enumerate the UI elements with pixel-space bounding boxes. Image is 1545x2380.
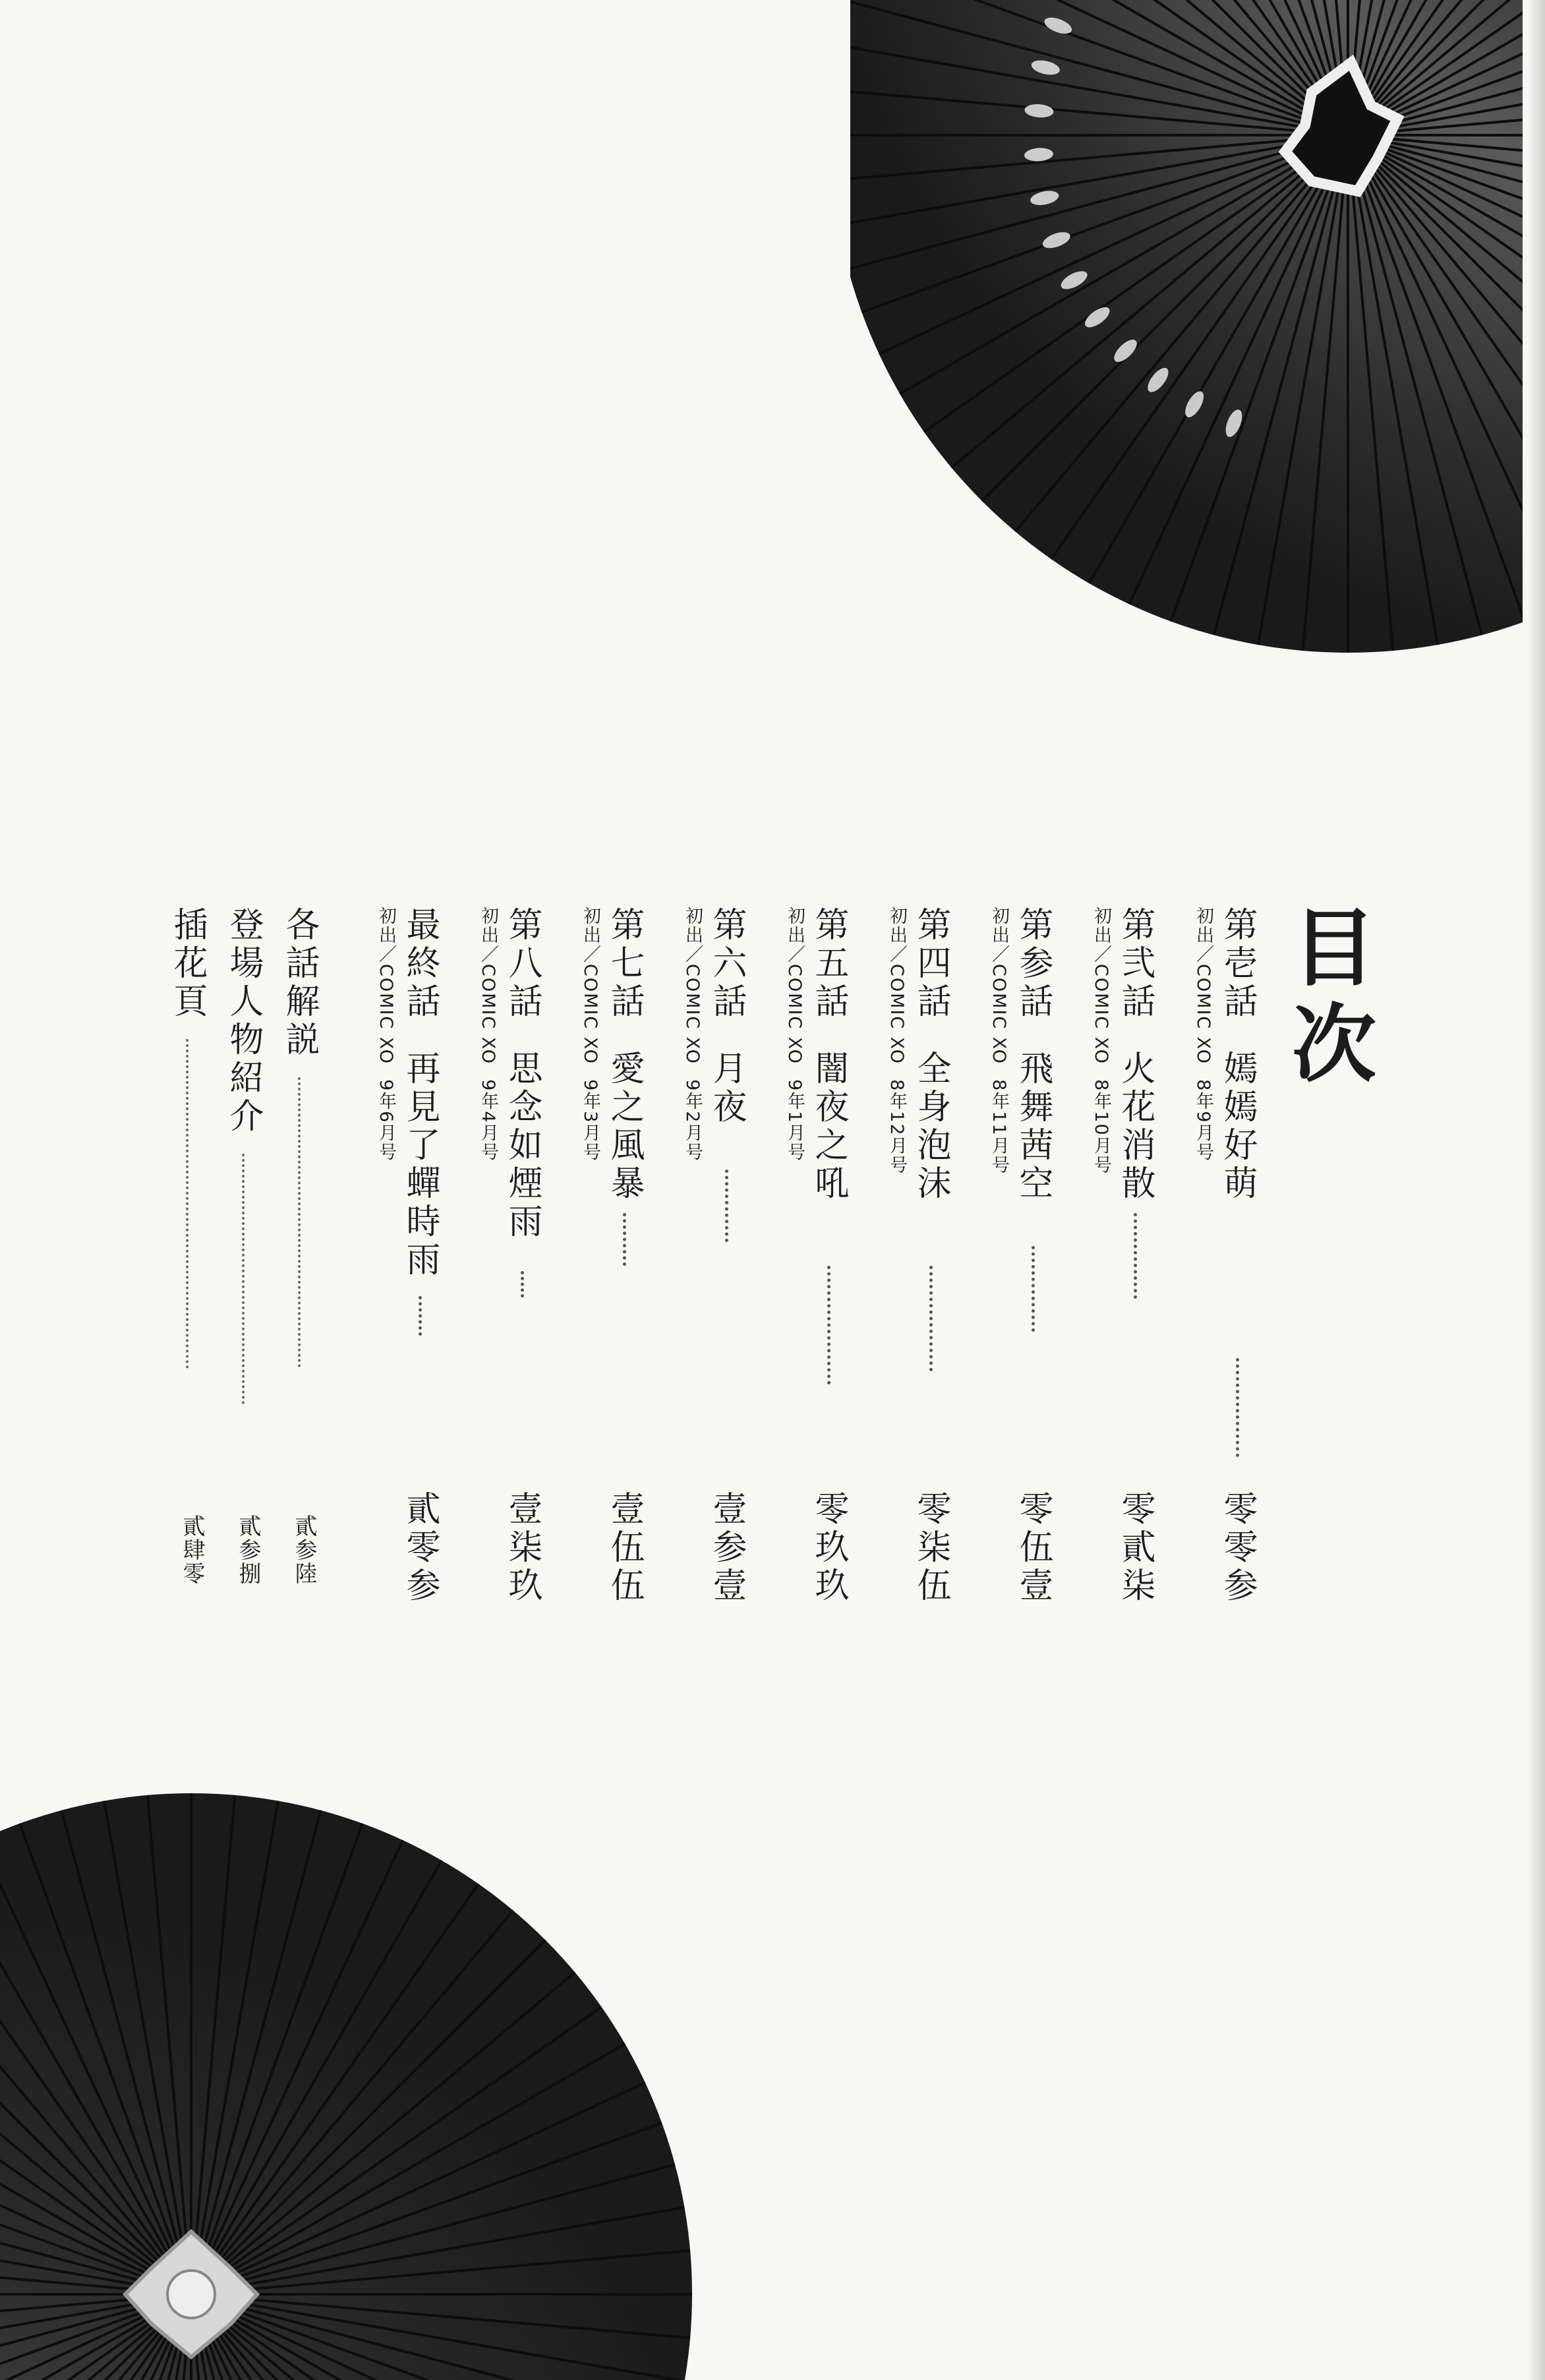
chapter-label: 第五話 [809,907,848,1021]
chapter-issue: 9年3月号 [580,1079,600,1162]
chapter-title: 火花消散 [1115,1050,1155,1203]
chapter-label: 第八話 [502,907,542,1021]
chapter-label: 第七話 [604,907,644,1021]
chapter-title: 再見了蟬時雨 [400,1050,440,1280]
chapter-issue: 8年9月号 [1193,1079,1213,1162]
chapter-page-number: 零零参 [1217,1491,1257,1605]
chapter-issue: 9年2月号 [682,1079,703,1162]
chapter-page-number: 貳零参 [400,1491,440,1605]
chapter-source: 初出／COMIC XO [989,907,1009,1065]
toc-entry-chapter-5[interactable] [755,907,854,1605]
toc-entry-chapter-2[interactable] [1061,907,1160,1605]
chapter-issue: 8年10月号 [1091,1079,1111,1175]
toc-entry-chapter-6[interactable] [653,907,751,1605]
dot-leader [298,1077,301,1367]
dot-leader [1134,1213,1137,1299]
toc-entry-chapter-8[interactable] [448,907,547,1605]
dot-leader [623,1213,626,1266]
extra-title: 插花頁 [167,907,207,1021]
chapter-page-number: 壹柒玖 [502,1491,542,1605]
dot-leader [929,1266,933,1371]
chapter-page-number: 零玖玖 [809,1491,848,1605]
chapter-page-number: 零伍壹 [1013,1491,1053,1605]
chapter-issue: 9年6月号 [376,1079,396,1162]
chapter-source: 初出／COMIC XO [682,907,703,1065]
chapter-page-number: 壹参壹 [707,1491,746,1605]
dot-leader [186,1039,189,1369]
chapter-title: 愛之風暴 [604,1050,644,1203]
toc-entry-chapter-3[interactable] [959,907,1058,1605]
chapter-source: 初出／COMIC XO [376,907,396,1065]
umbrella-illustration-bottom [0,1648,699,2380]
chapter-title: 月夜 [707,1050,746,1127]
toc-entry-final-chapter[interactable] [346,907,445,1605]
extra-title: 各話解説 [279,907,319,1059]
dot-leader [1032,1246,1035,1332]
extra-page-number: 貳肆零 [179,1514,205,1586]
chapter-title: 嫣嫣好萌 [1217,1050,1257,1203]
dot-leader [827,1266,831,1384]
chapter-issue: 8年12月号 [887,1079,907,1175]
chapter-source: 初出／COMIC XO [887,907,907,1065]
chapter-label: 第六話 [707,907,746,1021]
chapter-label: 第四話 [911,907,950,1021]
chapter-source: 初出／COMIC XO [478,907,498,1065]
chapter-issue: 9年4月号 [478,1079,498,1162]
chapter-title: 思念如煙雨 [502,1050,542,1241]
toc-entry-pinups[interactable] [167,907,212,1586]
toc-entry-chapter-1[interactable] [1163,907,1262,1605]
chapter-label: 最終話 [400,907,440,1021]
dot-leader [1236,1358,1239,1457]
dot-leader [725,1170,728,1242]
page-edge-shadow [1528,0,1545,2380]
chapter-source: 初出／COMIC XO [1091,907,1111,1065]
dot-leader [242,1154,245,1404]
chapter-source: 初出／COMIC XO [580,907,600,1065]
chapter-label: 第参話 [1013,907,1053,1021]
chapter-page-number: 壹伍伍 [604,1491,644,1605]
chapter-issue: 8年11月号 [989,1079,1009,1175]
chapter-title: 飛舞茜空 [1013,1050,1053,1203]
chapter-label: 第弐話 [1115,907,1155,1021]
toc-title: 目次 [1277,903,1376,1096]
dot-leader [419,1296,422,1336]
chapter-source: 初出／COMIC XO [784,907,805,1065]
toc-entry-chapter-4[interactable] [857,907,956,1605]
extra-page-number: 貳参捌 [235,1514,261,1586]
toc-entry-chapter-7[interactable] [550,907,649,1605]
dot-leader [521,1271,524,1297]
chapter-issue: 9年1月号 [784,1079,805,1162]
chapter-title: 全身泡沫 [911,1050,950,1203]
extra-page-number: 貳参陸 [291,1514,317,1586]
chapter-label: 第壱話 [1217,907,1257,1021]
chapter-page-number: 零柒伍 [911,1491,950,1605]
umbrella-illustration-top [850,0,1545,824]
toc-entry-characters[interactable] [223,907,268,1586]
chapter-source: 初出／COMIC XO [1193,907,1213,1065]
toc-entry-commentary[interactable] [279,907,324,1586]
chapter-page-number: 零貳柒 [1115,1491,1155,1605]
extra-title: 登場人物紹介 [223,907,263,1136]
chapter-title: 闇夜之吼 [809,1050,848,1203]
